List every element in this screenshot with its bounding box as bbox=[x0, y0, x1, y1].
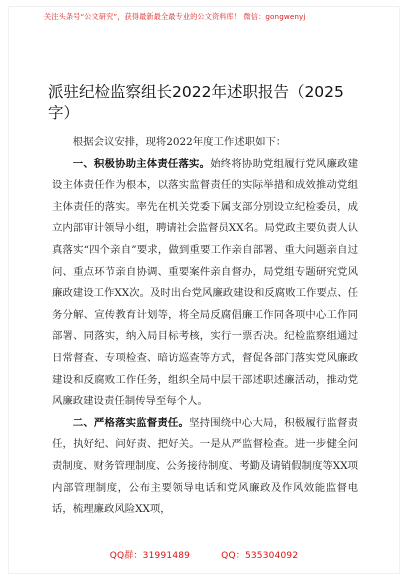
footer-qq: QQ：535304092 bbox=[221, 551, 299, 561]
section-1-text: 始终将协助党组履行党风廉政建设主体责任作为根本，以落实监督责任的实际举措和成效推动党组主体责任的落实。率先在机关党委下属支部分别设立纪检委员，成立内部审计领导小组，聘请社会监督员XX名。局党政主要负责人认真落实“四个亲自”要求，做到重要工作亲自部署、重大问题亲自过问、重点环节亲自协调、重要案件亲自督办，局党组专题研究党风廉政建设工作XX次。及时出台党风廉政建设和反腐败工作要点、任务分解、宣传教育计划等，将全局反腐倡廉工作同各项中心工作同部署、同落实，纳入局目标考核，实行一票否决。纪检监察组通过日常督查、专项检查、暗访巡查等方式，督促各部门落实党风廉政建设和反腐败工作任务，组织全局中层干部述职述廉活动，推动党风廉政建设责任制传导至每个人。 bbox=[52, 157, 358, 408]
header-promo bbox=[44, 12, 374, 22]
header-promo-text: 关注头条号“公文研究”，获得最新最全最专业的公文资料库！ bbox=[44, 12, 242, 21]
section-1-heading: 一、积极协助主体责任落实。 bbox=[72, 157, 211, 170]
footer-qq-group: QQ群：31991489 bbox=[109, 551, 191, 561]
intro-paragraph: 根据会议安排，现将2022年度工作述职如下： bbox=[72, 136, 287, 148]
section-2-paragraph bbox=[52, 413, 358, 521]
section-2-text: 坚持围绕中心大局，积极履行监督责任，执好纪、问好责、把好关。一是从严监督检查。进一步健全问责制度、财务管理制度、公务接待制度、考勤及请销假制度等XX项内部管理制度，公布主要领导电话和党风廉政及作风效能监督电话，梳理廉政风险XX项， bbox=[52, 416, 358, 516]
document-body bbox=[52, 132, 358, 521]
section-2-heading: 二、严格落实监督责任。 bbox=[72, 416, 190, 429]
document-title: 派驻纪检监察组长2022年述职报告（2025字） bbox=[48, 83, 344, 122]
section-1-paragraph bbox=[52, 154, 358, 413]
header-wechat: 微信：gongwenyj bbox=[243, 12, 306, 21]
footer-contact bbox=[0, 548, 408, 561]
